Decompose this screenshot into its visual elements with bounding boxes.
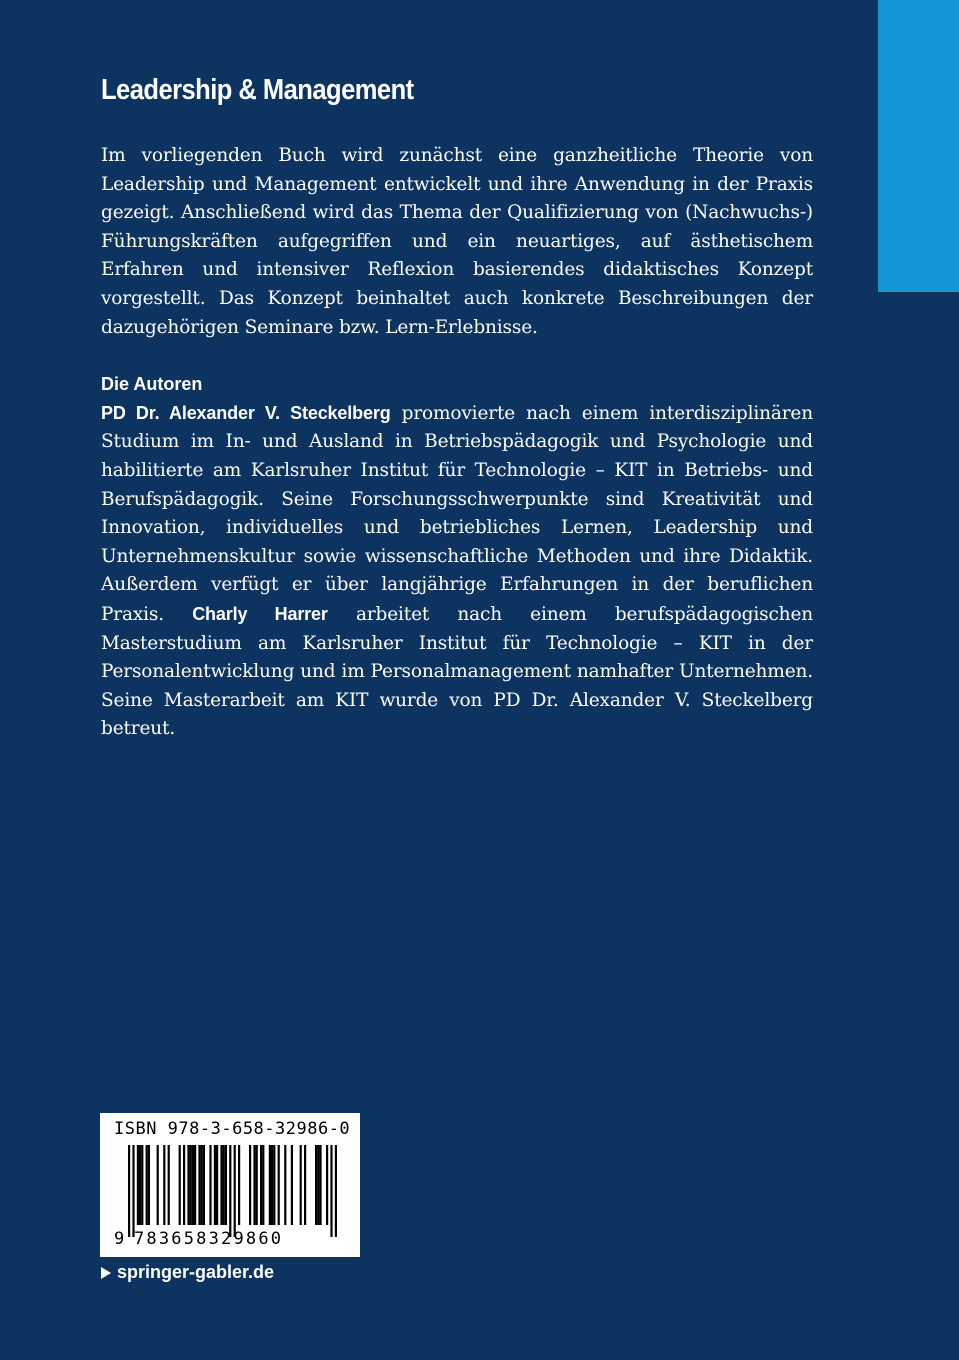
author-bio-steckelberg: promovierte nach einem interdisziplinären Studium im In- und Ausland in Betriebspädagogik und Psychologie und habilitierte am Karlsruher Institut für Technologie – KIT in Betriebs- und Berufspädagogik. Seine Forschungsschwerpunkte sind Kreativität und Innovation, individuelles und betriebliches Lernen, Leadership und Unternehmenskultur sowie wissenschaftliche Methoden und ihre Didaktik. Außerdem verfügt er über langjährige Erfahrungen in der beruflichen Praxis. [101, 402, 813, 625]
barcode-bar [253, 1145, 255, 1225]
barcode-bar [190, 1145, 192, 1225]
publisher-url: springer-gabler.de [117, 1262, 275, 1282]
barcode-guard-bar [330, 1145, 332, 1237]
author-name-harrer: Charly Harrer [192, 603, 328, 624]
barcode-bar [139, 1145, 141, 1225]
barcode-bar [260, 1145, 262, 1225]
barcode-bar [291, 1145, 293, 1225]
barcode-bar [163, 1145, 165, 1225]
barcode-bar [192, 1145, 194, 1225]
barcode-bar [284, 1145, 286, 1225]
barcode-guard-bar [335, 1145, 337, 1237]
barcode-bar [179, 1145, 181, 1225]
barcode-bar [225, 1145, 227, 1225]
barcode-guard-bar [128, 1145, 130, 1237]
barcode-bar [262, 1145, 264, 1225]
barcode-guard-bar [234, 1145, 236, 1237]
author-bios [101, 399, 813, 744]
barcode-bar [201, 1145, 203, 1225]
barcode-bar [148, 1145, 150, 1225]
isbn-label: ISBN 978-3-658-32986-0 [114, 1119, 351, 1139]
book-description: Im vorliegenden Buch wird zunächst eine ganzheitliche Theorie von Leadership und Management entwickelt und ihre Anwendung in der Praxis gezeigt. Anschließend wird das Thema der Qualifizierung von (Nachwuchs-) Führungskräften aufgegriffen und ein neuartiges, auf ästhetischem Erfahren und intensiver Reflexion basierendes didaktisches Konzept vorgestellt. Das Konzept beinhaltet auch konkrete Beschreibungen der dazugehörigen Seminare bzw. Lern-Erlebnisse. [101, 145, 813, 338]
book-title: Leadership & Management [101, 74, 414, 106]
barcode-bar [183, 1145, 185, 1225]
barcode-bar [220, 1145, 222, 1225]
isbn-barcode [100, 1113, 360, 1257]
barcode-bar [203, 1145, 205, 1225]
barcode-bar [214, 1145, 216, 1225]
barcode-guard-bar [229, 1145, 231, 1237]
authors-heading: Die Autoren [101, 374, 203, 395]
barcode-bar [273, 1145, 275, 1225]
ean-remaining-digits: 783658329860 [134, 1229, 284, 1249]
barcode-bar [168, 1145, 170, 1225]
barcode-bar [141, 1145, 143, 1225]
accent-bar [878, 0, 959, 292]
barcode-bar [319, 1145, 321, 1225]
barcode-bar [146, 1145, 148, 1225]
barcode-bar [315, 1145, 317, 1225]
barcode-bar [137, 1145, 139, 1225]
barcode-bar [269, 1145, 271, 1225]
barcode-guard-bar [132, 1145, 134, 1237]
barcode-bar [304, 1145, 306, 1225]
barcode-bar [256, 1145, 258, 1225]
barcode-bar [278, 1145, 280, 1225]
barcode-bar [216, 1145, 218, 1225]
barcode-bar [238, 1145, 240, 1225]
barcode-bar [317, 1145, 319, 1225]
barcode-bar [187, 1145, 189, 1225]
barcode-bar [300, 1145, 302, 1225]
publisher-link[interactable] [101, 1262, 274, 1283]
barcode-bar [194, 1145, 196, 1225]
barcode-bar [198, 1145, 200, 1225]
ean-first-digit: 9 [114, 1229, 125, 1249]
barcode-bar [271, 1145, 273, 1225]
barcode-bar [249, 1145, 251, 1225]
author-name-steckelberg: PD Dr. Alexander V. Steckelberg [101, 402, 391, 423]
author-bio-harrer: arbeitet nach einem berufspädagogischen Masterstudium am Karlsruher Institut für Technologie – KIT in der Personalentwicklung und im Personalmanagement namhafter Unternehmen. Seine Masterarbeit am KIT wurde von PD Dr. Alexander V. Steckelberg betreut. [101, 603, 814, 740]
arrow-right-icon [101, 1267, 111, 1279]
back-cover-content [101, 70, 813, 744]
barcode-bar [326, 1145, 328, 1225]
barcode-bar [209, 1145, 211, 1225]
barcode-bar [223, 1145, 225, 1225]
barcode-bar [157, 1145, 159, 1225]
